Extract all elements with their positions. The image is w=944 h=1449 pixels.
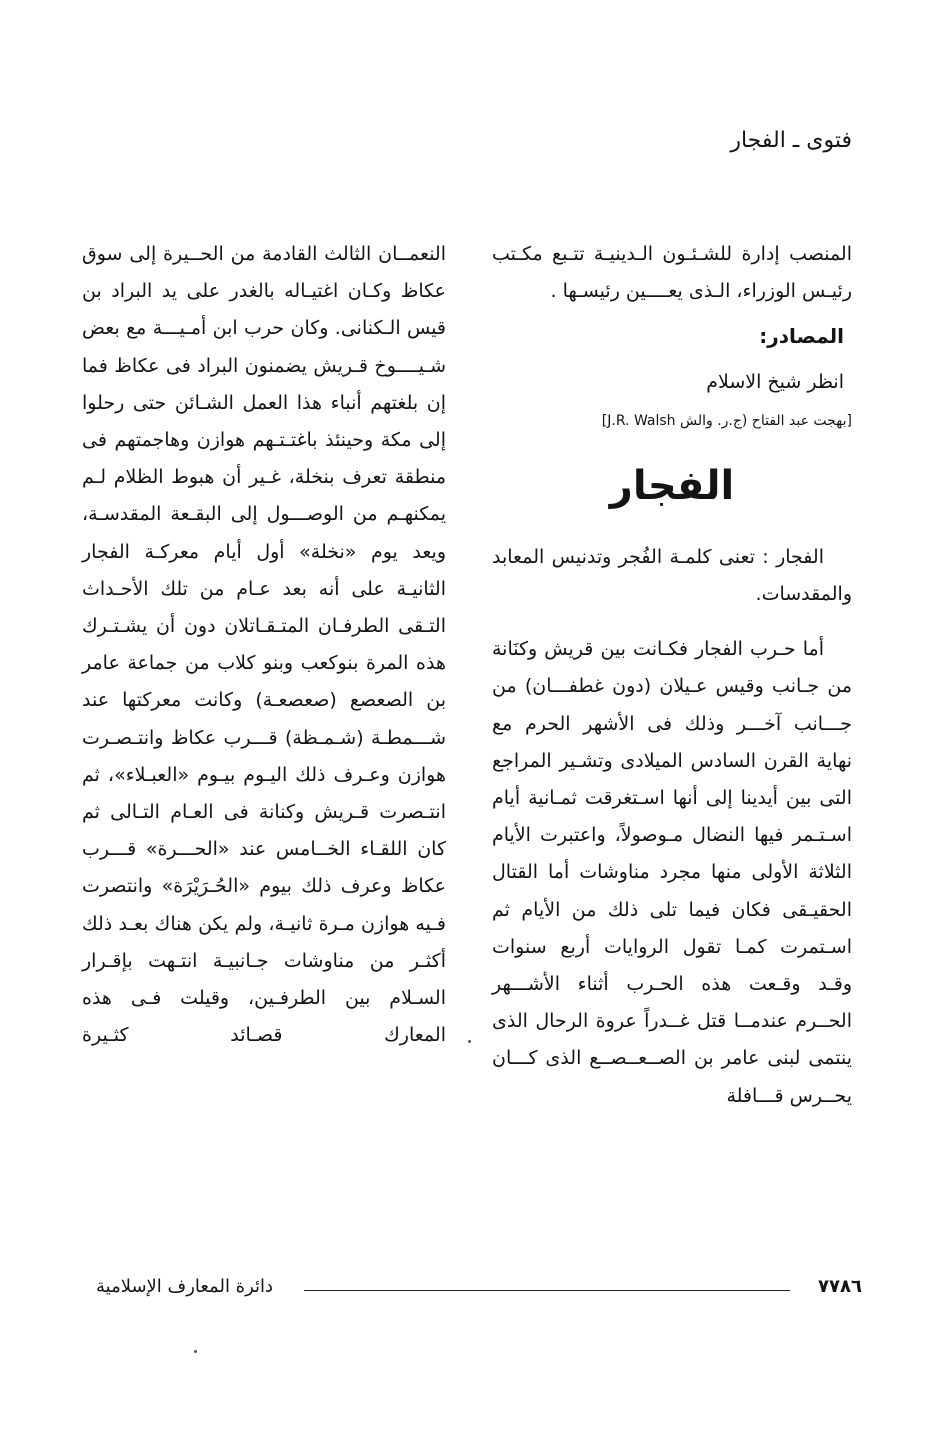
definition-paragraph: الفجار : تعنى كلمـة الفُجر وتدنيس المعابد والمقدسات. <box>492 545 852 606</box>
running-header: فتوى ـ الفجار <box>730 128 852 153</box>
scan-speck <box>194 1350 197 1353</box>
sources-text: انظر شيخ الاسلام <box>706 370 844 393</box>
article-title: الفجار <box>609 462 735 509</box>
footer-divider <box>304 1290 790 1291</box>
sources-label: المصادر: <box>759 324 844 349</box>
continuation-paragraph: النعمــان الثالث القادمة من الحــيرة إلى سوق عكاظ وكـان اغتيـاله بالغدر على يد البراد بن قيس الـكنانى. وكان حرب ابن أمـيـــة مع بعض شـيــــوخ قـريش يضمنون البراد فى عكاظ فما إن بلغتهم أنباء هذا العمل الشـائن حتى رحلوا إلى مكة وحينئذ باغتـتـهم هوازن وهاجمتهم فى منطقة تعرف بنخلة، غـير أن هبوط الظلام لـم يمكنهـم من الوصـــول إلى البقـعة المقدسـة، ويعد يوم «نخلة» أول أيام معركـة الفجار الثانيـة على أنه بعد عـام من تلك الأحـداث التـقى الطرفـان المتـقـاتلان دون أن يشـتـرك هذه المرة بنوكعب وبنو كلاب من جماعة عامر بن الصعصع (صعصعـة) وكانت معركتها عند شـــمطـة (شـمـظة) قـــرب عكاظ وانتـصـرت هوازن وعـرف ذلك اليـوم بيـوم «العبـلاء»، ثم انتـصرت قـريش وكنانة فى العـام التـالى ثم كان اللقـاء الخــامس عند «الحـــرة» قـــرب عكاظ وعرف ذلك بيوم «الحُـرَيْرَة» وانتصرت فـيه هوازن مـرة ثانيـة، ولم يكن هناك بعـد ذلك أكثـر من مناوشات جـانبيـة انتـهت بإقـرار السـلام بين الطرفـين، وقيلت فـى هذه المعارك قصـائد كثـيرة <box>82 243 446 1047</box>
right-column <box>492 236 852 1115</box>
page-footer <box>96 1276 862 1306</box>
intro-paragraph: المنصب إدارة للشـئـون الـدينيـة تتـبع مكـتب رئيـس الوزراء، الـذى يعــــين رئيسـها . <box>492 243 852 303</box>
scan-speck <box>468 1040 471 1043</box>
publication-title: دائرة المعارف الإسلامية <box>96 1276 274 1297</box>
page-number: ٧٧٨٦ <box>818 1276 862 1297</box>
author-attribution: [بهجت عبد الفتاح (ج.ر. والش J.R. Walsh] <box>601 412 852 429</box>
left-column <box>82 236 446 1054</box>
war-paragraph: أما حـرب الفجار فكـانت بين قريش وكنَانة من جـانب وقيس عـيلان (دون غطفـــان) من جـــانب آخـــر وذلك فى الأشهر الحرم مع نهاية القرن السادس الميلادى وتشـير المراجع التى بين أيدينا إلى أنها اسـتغرقت ثمـانية أيام اسـتـمر فيها النضال مـوصولاً، واعتبرت الأيام الثلاثة الأولى منها مجرد مناوشات أما القتال الحقيـقى فكان فيما تلى ذلك من الأيام ثم اسـتمرت كمـا تقول الروايات أربع سنوات وقـد وقـعت هذه الحـرب أثناء الأشـــهر الحــرم عندمــا قتل غــدراً عروة الرحال الذى ينتمى لبنى عامر بن الصــعــصــع الذى كـــان يحــرس قـــافلة <box>492 638 852 1107</box>
